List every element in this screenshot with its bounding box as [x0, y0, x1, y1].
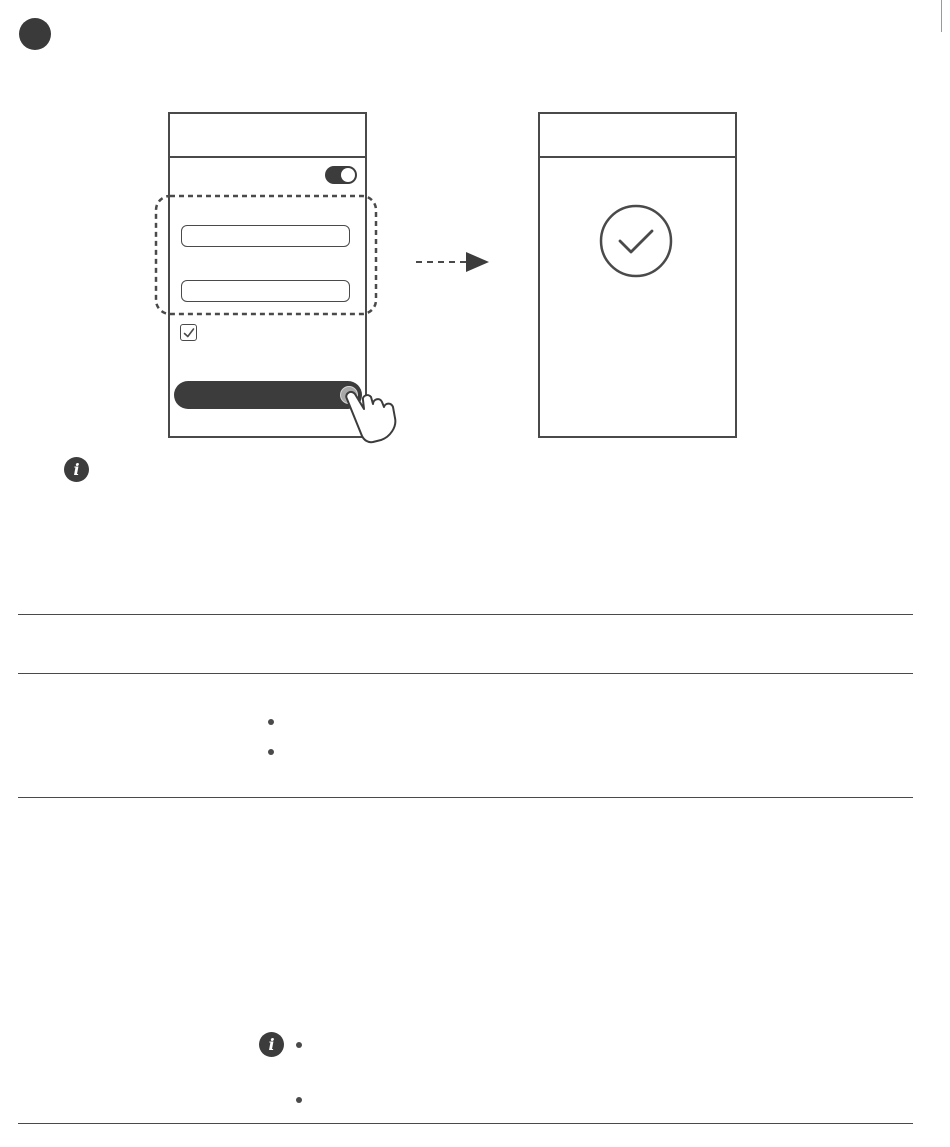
- table-rule-top: [18, 614, 913, 615]
- dashed-right-arrow: [416, 252, 489, 272]
- table-rule-bottom: [18, 1123, 913, 1124]
- table-rule-row: [18, 797, 913, 798]
- info-icon: i: [64, 457, 89, 482]
- list-bullet: [296, 1097, 302, 1103]
- list-bullet: [268, 749, 274, 755]
- list-bullet: [268, 719, 274, 725]
- table-rule-header: [18, 673, 913, 674]
- diagram-overlay: [0, 0, 950, 480]
- highlight-dashed-frame: [156, 196, 376, 314]
- info-icon: i: [259, 1032, 284, 1057]
- hand-pointer-icon: [346, 392, 395, 442]
- list-bullet: [296, 1042, 302, 1048]
